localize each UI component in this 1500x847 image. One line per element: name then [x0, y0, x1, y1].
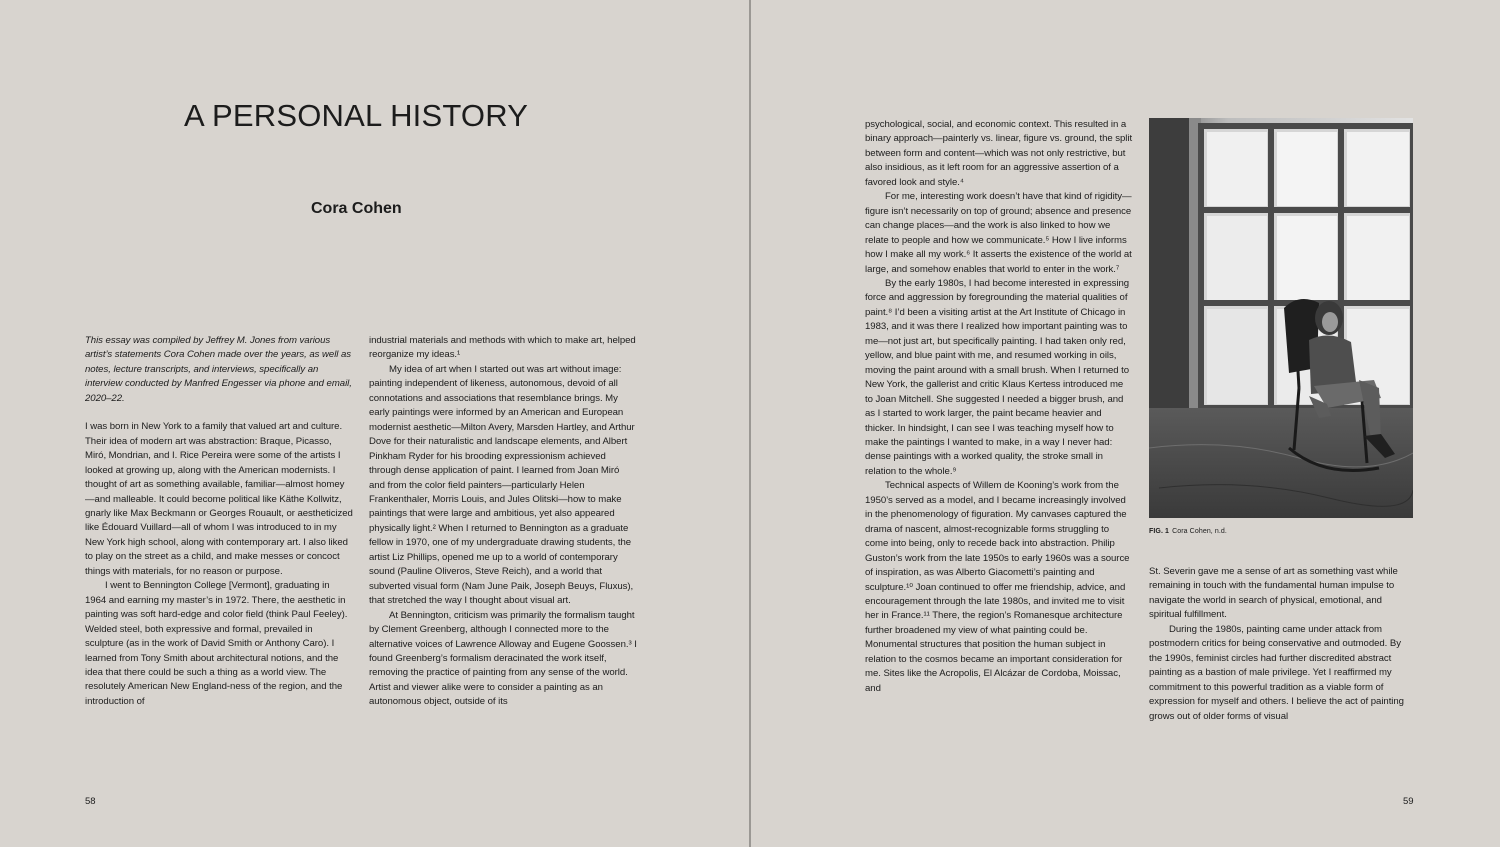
paragraph: I went to Bennington College [Vermont], graduating in 1964 and earning my master’s in 1972. There, the aesthetic in painting was soft hard-edge and color field (think Paul Feeley). Welded steel, both expressive and formal, prevailed in sculpture (as in the work of David Smith or Anthony Caro). I learned from Tony Smith about architectural notions, and the idea that there could be such a thing as a world view. The resolutely American New England-ness of the region, and the introduction of	[85, 580, 348, 707]
author-name: Cora Cohen	[311, 200, 402, 217]
paragraph: I was born in New York to a family that valued art and culture. Their idea of modern art was abstraction: Braque, Picasso, Miró, Mondrian, and I. Rice Pereira were some of the artists I looked at growing up, along with the American modernists. I thought of art as something available, familiar—almost homey—and malleable. It could become political like Käthe Kollwitz, gnarly like Max Beckmann or Georges Rouault, or aestheticized like Édouard Vuillard—all of whom I was introduced to in my New York high school, along with contemporary art. I also liked to play on the street as a child, and make messes or concoct things with materials, for no reason or purpose.	[85, 421, 353, 577]
right-column-1	[865, 118, 1133, 696]
paragraph: My idea of art when I started out was art without image: painting independent of likeness, autonomous, devoid of all connotations and associations that resemblance brings. My early paintings were informed by an American and European modernist aesthetic—Milton Avery, Marsden Hartley, and Arthur Dove for their naturalistic and landscape elements, and Albert Pinkham Ryder for his brooding expressionism achieved through dense application of paint. I learned from Joan Miró and from the color field painters—particularly Helen Frankenthaler, Morris Louis, and Jules Olitski—how to make paintings that were large and ambitious, yet also appeared physically light.² When I returned to Bennington as a graduate fellow in 1970, one of my undergraduate drawing students, the artist Liz Phillips, opened me up to a world of contemporary sound (Pauline Oliveros, Steve Reich), and a world that subverted visual form (Nam June Paik, Joseph Beuys, Fluxus), that stretched the way I thought about visual art.	[369, 363, 635, 607]
right-column-2	[1149, 565, 1415, 724]
paragraph: At Bennington, criticism was primarily the formalism taught by Clement Greenberg, although I connected more to the alternative voices of Lawrence Alloway and Eugene Goossen.³ I found Greenberg’s formalism deracinated the work itself, removing the practice of painting from any sense of the world. Artist and viewer alike were to consider a painting as an autonomous object, outside of its	[369, 609, 637, 708]
paragraph: During the 1980s, painting came under attack from postmodern critics for being conservative and outmoded. By the 1990s, feminist circles had further discredited abstract painting as a bastion of male privilege. Yet I reaffirmed my commitment to this powerful tradition as a viable form of expression for myself and others. I believe the act of painting grows out of older forms of visual	[1149, 623, 1404, 722]
page-number-right: 59	[1403, 796, 1414, 807]
page-number-left: 58	[85, 796, 96, 807]
figure-label: FIG. 1	[1149, 528, 1170, 535]
intro-note: This essay was compiled by Jeffrey M. Jones from various artist’s statements Cora Cohen made over the years, as well as notes, lecture transcripts, and interviews, specifically an interview conducted by Manfred Engesser via phone and email, 2020–22.	[85, 335, 352, 404]
paragraph: St. Severin gave me a sense of art as something vast while remaining in touch with the fundamental human impulse to navigate the world in search of physical, emotional, and spiritual fulfillment.	[1149, 566, 1398, 621]
artist-photograph	[1149, 118, 1413, 518]
left-column-2	[369, 334, 637, 710]
caption-text: Cora Cohen, n.d.	[1172, 528, 1227, 535]
photo-illustration	[1149, 118, 1413, 518]
left-column-1	[85, 334, 353, 709]
essay-title: A PERSONAL HISTORY	[184, 98, 529, 133]
figure-caption	[1149, 528, 1227, 535]
paragraph: Technical aspects of Willem de Kooning’s work from the 1950’s served as a model, and I became increasingly involved in the phenomenology of figuration. My canvases captured the drama of nascent, almost-recognizable forms struggling to come into being, only to recede back into abstraction. Philip Guston’s work from the late 1950s to early 1960s was a source of inspiration, as was Alberto Giacometti’s painting and sculpture.¹⁰ Joan continued to offer me friendship, advice, and encouragement through the late 1980s, and invited me to visit her in France.¹¹ There, the region’s Romanesque architecture further broadened my view of what painting could be. Monumental structures that position the human subject in relation to the cosmos became an important consideration for me. Sites like the Acropolis, El Alcázar de Cordoba, Moissac, and	[865, 480, 1130, 694]
paragraph: industrial materials and methods with which to make art, helped reorganize my ideas.¹	[369, 335, 636, 361]
paragraph: For me, interesting work doesn’t have that kind of rigidity—figure isn’t necessarily on top of ground; absence and presence can change places—and the work is also linked to how we relate to people and how we communicate.⁵ How I live informs how I make all my work.⁶ It asserts the existence of the world at large, and somehow enables that world to enter in the work.⁷	[865, 191, 1132, 275]
paragraph: psychological, social, and economic context. This resulted in a binary approach—painterly vs. linear, figure vs. ground, the split between form and content—which was not only restrictive, but also insidious, as it left room for an aggressive assertion of a favored look and style.⁴	[865, 119, 1133, 188]
paragraph: By the early 1980s, I had become interested in expressing force and aggression by foregrounding the material qualities of paint.⁸ I’d been a visiting artist at the Art Institute of Chicago in 1983, and it was there I realized how important painting was to me—not just art, but specifically painting. I had taken only red, yellow, and blue paint with me, and resumed working in oils, moving the paint around with a small brush. When I returned to New York, the gallerist and critic Klaus Kertess introduced me to Joan Mitchell. She suggested I needed a bigger brush, and as I started to work larger, the paint became heavier and thicker. In hindsight, I can see I was teaching myself how to make the paintings I wanted to make, in a way I never had: dense paintings with a worked quality, the stroke small in relation to the whole.⁹	[865, 277, 1130, 477]
left-page	[0, 0, 749, 847]
